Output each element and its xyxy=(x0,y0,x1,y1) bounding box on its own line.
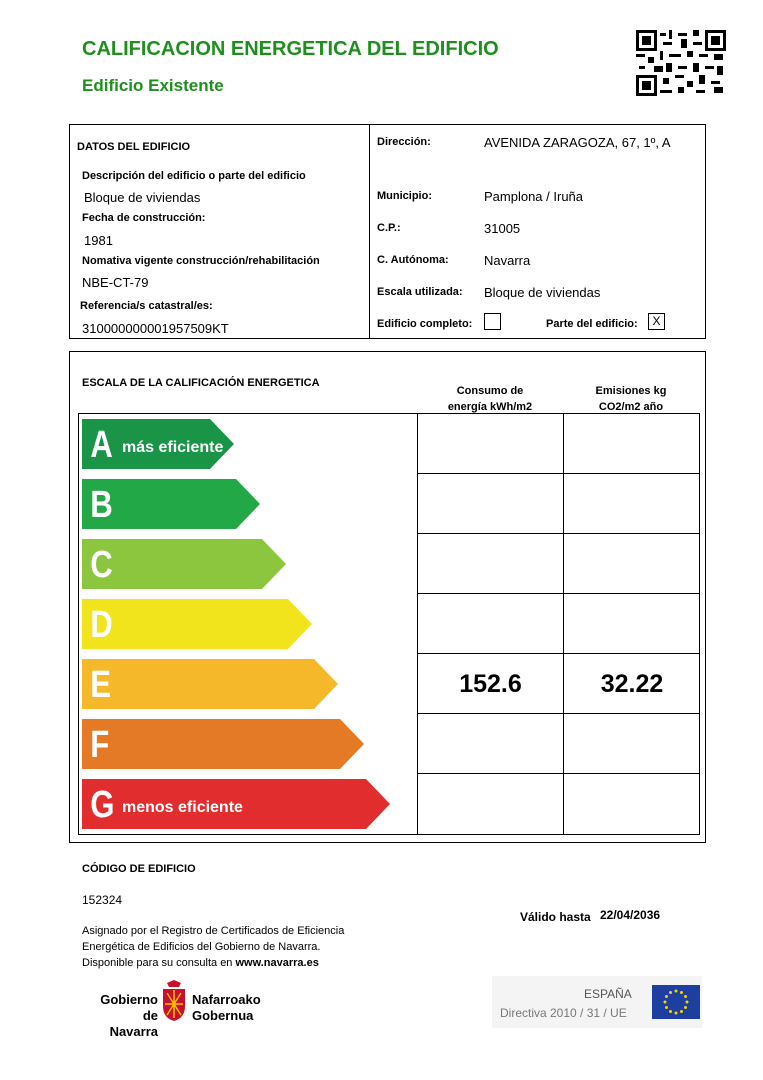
region-value: Navarra xyxy=(484,253,531,268)
postal-value: 31005 xyxy=(484,221,521,236)
regulation-value: NBE-CT-79 xyxy=(82,275,149,290)
rating-band-letter: A xyxy=(90,424,113,466)
postal-label: C.P.: xyxy=(377,222,401,234)
consumption-header-line2: energía kWh/m2 xyxy=(447,401,533,413)
rating-band-letter: C xyxy=(90,544,113,586)
eu-star xyxy=(675,1012,678,1015)
rating-band-caption: menos eficiente xyxy=(122,799,243,816)
rating-band-d xyxy=(82,599,312,649)
building-data-box xyxy=(69,124,706,339)
description-label: Descripción del edificio o parte del edificio xyxy=(82,170,306,182)
gov-logo-line2: de Navarra xyxy=(109,1008,158,1039)
part-checkbox: X xyxy=(648,313,665,330)
consumption-cell xyxy=(417,533,563,594)
registry-note-prefix: Disponible para su consulta en xyxy=(82,957,236,969)
region-label: C. Autónoma: xyxy=(377,254,449,266)
rating-band-letter: E xyxy=(90,664,111,706)
rating-band-caption: más eficiente xyxy=(122,439,224,456)
gov-logo-text-right xyxy=(192,992,261,1024)
eu-star xyxy=(664,1001,667,1004)
navarra-shield-icon xyxy=(161,980,187,1022)
rating-band-a xyxy=(82,419,234,469)
address-label: Dirección: xyxy=(377,136,431,148)
rating-band-letter: B xyxy=(90,484,113,526)
eu-star xyxy=(675,990,678,993)
eu-star xyxy=(665,1006,668,1009)
registry-note-line2: Energética de Edificios del Gobierno de Navarra. xyxy=(82,941,321,953)
address-value: AVENIDA ZARAGOZA, 67, 1º, A xyxy=(484,135,671,150)
municipality-label: Municipio: xyxy=(377,190,432,202)
eu-star xyxy=(680,991,683,994)
eu-star xyxy=(669,991,672,994)
consumption-cell xyxy=(417,713,563,774)
eu-star xyxy=(669,1010,672,1013)
rating-section-label: ESCALA DE LA CALIFICACIÓN ENERGETICA xyxy=(82,377,320,389)
navarra-link[interactable]: www.navarra.es xyxy=(235,957,319,969)
eu-star xyxy=(665,995,668,998)
valid-until-date: 22/04/2036 xyxy=(600,908,661,922)
consumption-cell xyxy=(417,773,563,834)
scale-value: Bloque de viviendas xyxy=(484,285,601,300)
gov-logo-line3: Nafarroako xyxy=(192,992,261,1007)
valid-until-label: Válido hasta xyxy=(520,910,591,924)
regulation-label: Nomativa vigente construcción/rehabilitación xyxy=(82,255,320,267)
eu-flag-icon xyxy=(652,985,700,1019)
gobierno-navarra-logo xyxy=(80,978,280,1039)
rating-band-b xyxy=(82,479,260,529)
gov-logo-line1: Gobierno xyxy=(100,992,158,1007)
eu-star xyxy=(680,1010,683,1013)
rating-band-e xyxy=(82,659,338,709)
emissions-header-line2: CO2/m2 año xyxy=(598,401,664,413)
emissions-header-line1: Emisiones kg xyxy=(595,385,667,397)
complete-checkbox xyxy=(484,313,501,330)
consumption-header xyxy=(417,383,563,415)
part-label: Parte del edificio: xyxy=(546,318,638,330)
gov-logo-line4: Gobernua xyxy=(192,1008,254,1023)
building-code-label: CÓDIGO DE EDIFICIO xyxy=(82,863,196,875)
page-subtitle: Edificio Existente xyxy=(82,76,224,95)
building-section-label: DATOS DEL EDIFICIO xyxy=(77,141,191,153)
cadastral-label: Referencia/s catastral/es: xyxy=(80,300,213,312)
cadastral-value: 310000000001957509KT xyxy=(82,321,229,336)
consumption-cell xyxy=(417,593,563,654)
consumption-header-line1: Consumo de xyxy=(456,385,524,397)
rating-band-f xyxy=(82,719,364,769)
rating-band-letter: F xyxy=(90,724,110,766)
rating-band-c xyxy=(82,539,286,589)
emissions-cell xyxy=(563,593,700,654)
emissions-header xyxy=(563,383,699,415)
emissions-value: 32.22 xyxy=(563,653,700,714)
eu-star xyxy=(684,1006,687,1009)
eu-country: ESPAÑA xyxy=(584,987,632,1001)
description-value: Bloque de viviendas xyxy=(84,190,201,205)
emissions-cell xyxy=(563,713,700,774)
registry-note-line1: Asignado por el Registro de Certificados de Eficiencia xyxy=(82,925,345,937)
page-title: CALIFICACION ENERGETICA DEL EDIFICIO xyxy=(82,38,499,60)
eu-star xyxy=(684,995,687,998)
scale-label: Escala utilizada: xyxy=(377,286,463,298)
rating-band-g xyxy=(82,779,390,829)
emissions-cell xyxy=(563,413,700,474)
column-divider xyxy=(369,125,370,338)
eu-star xyxy=(686,1001,689,1004)
registry-note xyxy=(82,923,344,971)
consumption-cell xyxy=(417,413,563,474)
eu-directive: Directiva 2010 / 31 / UE xyxy=(500,1006,627,1020)
gov-logo-text-left xyxy=(94,992,158,1040)
rating-band-letter: G xyxy=(90,784,115,826)
rating-band-letter: D xyxy=(90,604,113,646)
registry-note-line3 xyxy=(82,955,344,971)
emissions-cell xyxy=(563,473,700,534)
qr-code-icon xyxy=(636,30,726,96)
building-code-value: 152324 xyxy=(82,893,123,907)
consumption-value: 152.6 xyxy=(417,653,563,714)
construction-date-label: Fecha de construcción: xyxy=(82,212,206,224)
consumption-cell xyxy=(417,473,563,534)
municipality-value: Pamplona / Iruña xyxy=(484,189,584,204)
emissions-cell xyxy=(563,773,700,834)
construction-date-value: 1981 xyxy=(84,233,113,248)
emissions-cell xyxy=(563,533,700,594)
complete-label: Edificio completo: xyxy=(377,318,473,330)
eu-label xyxy=(492,976,702,1028)
